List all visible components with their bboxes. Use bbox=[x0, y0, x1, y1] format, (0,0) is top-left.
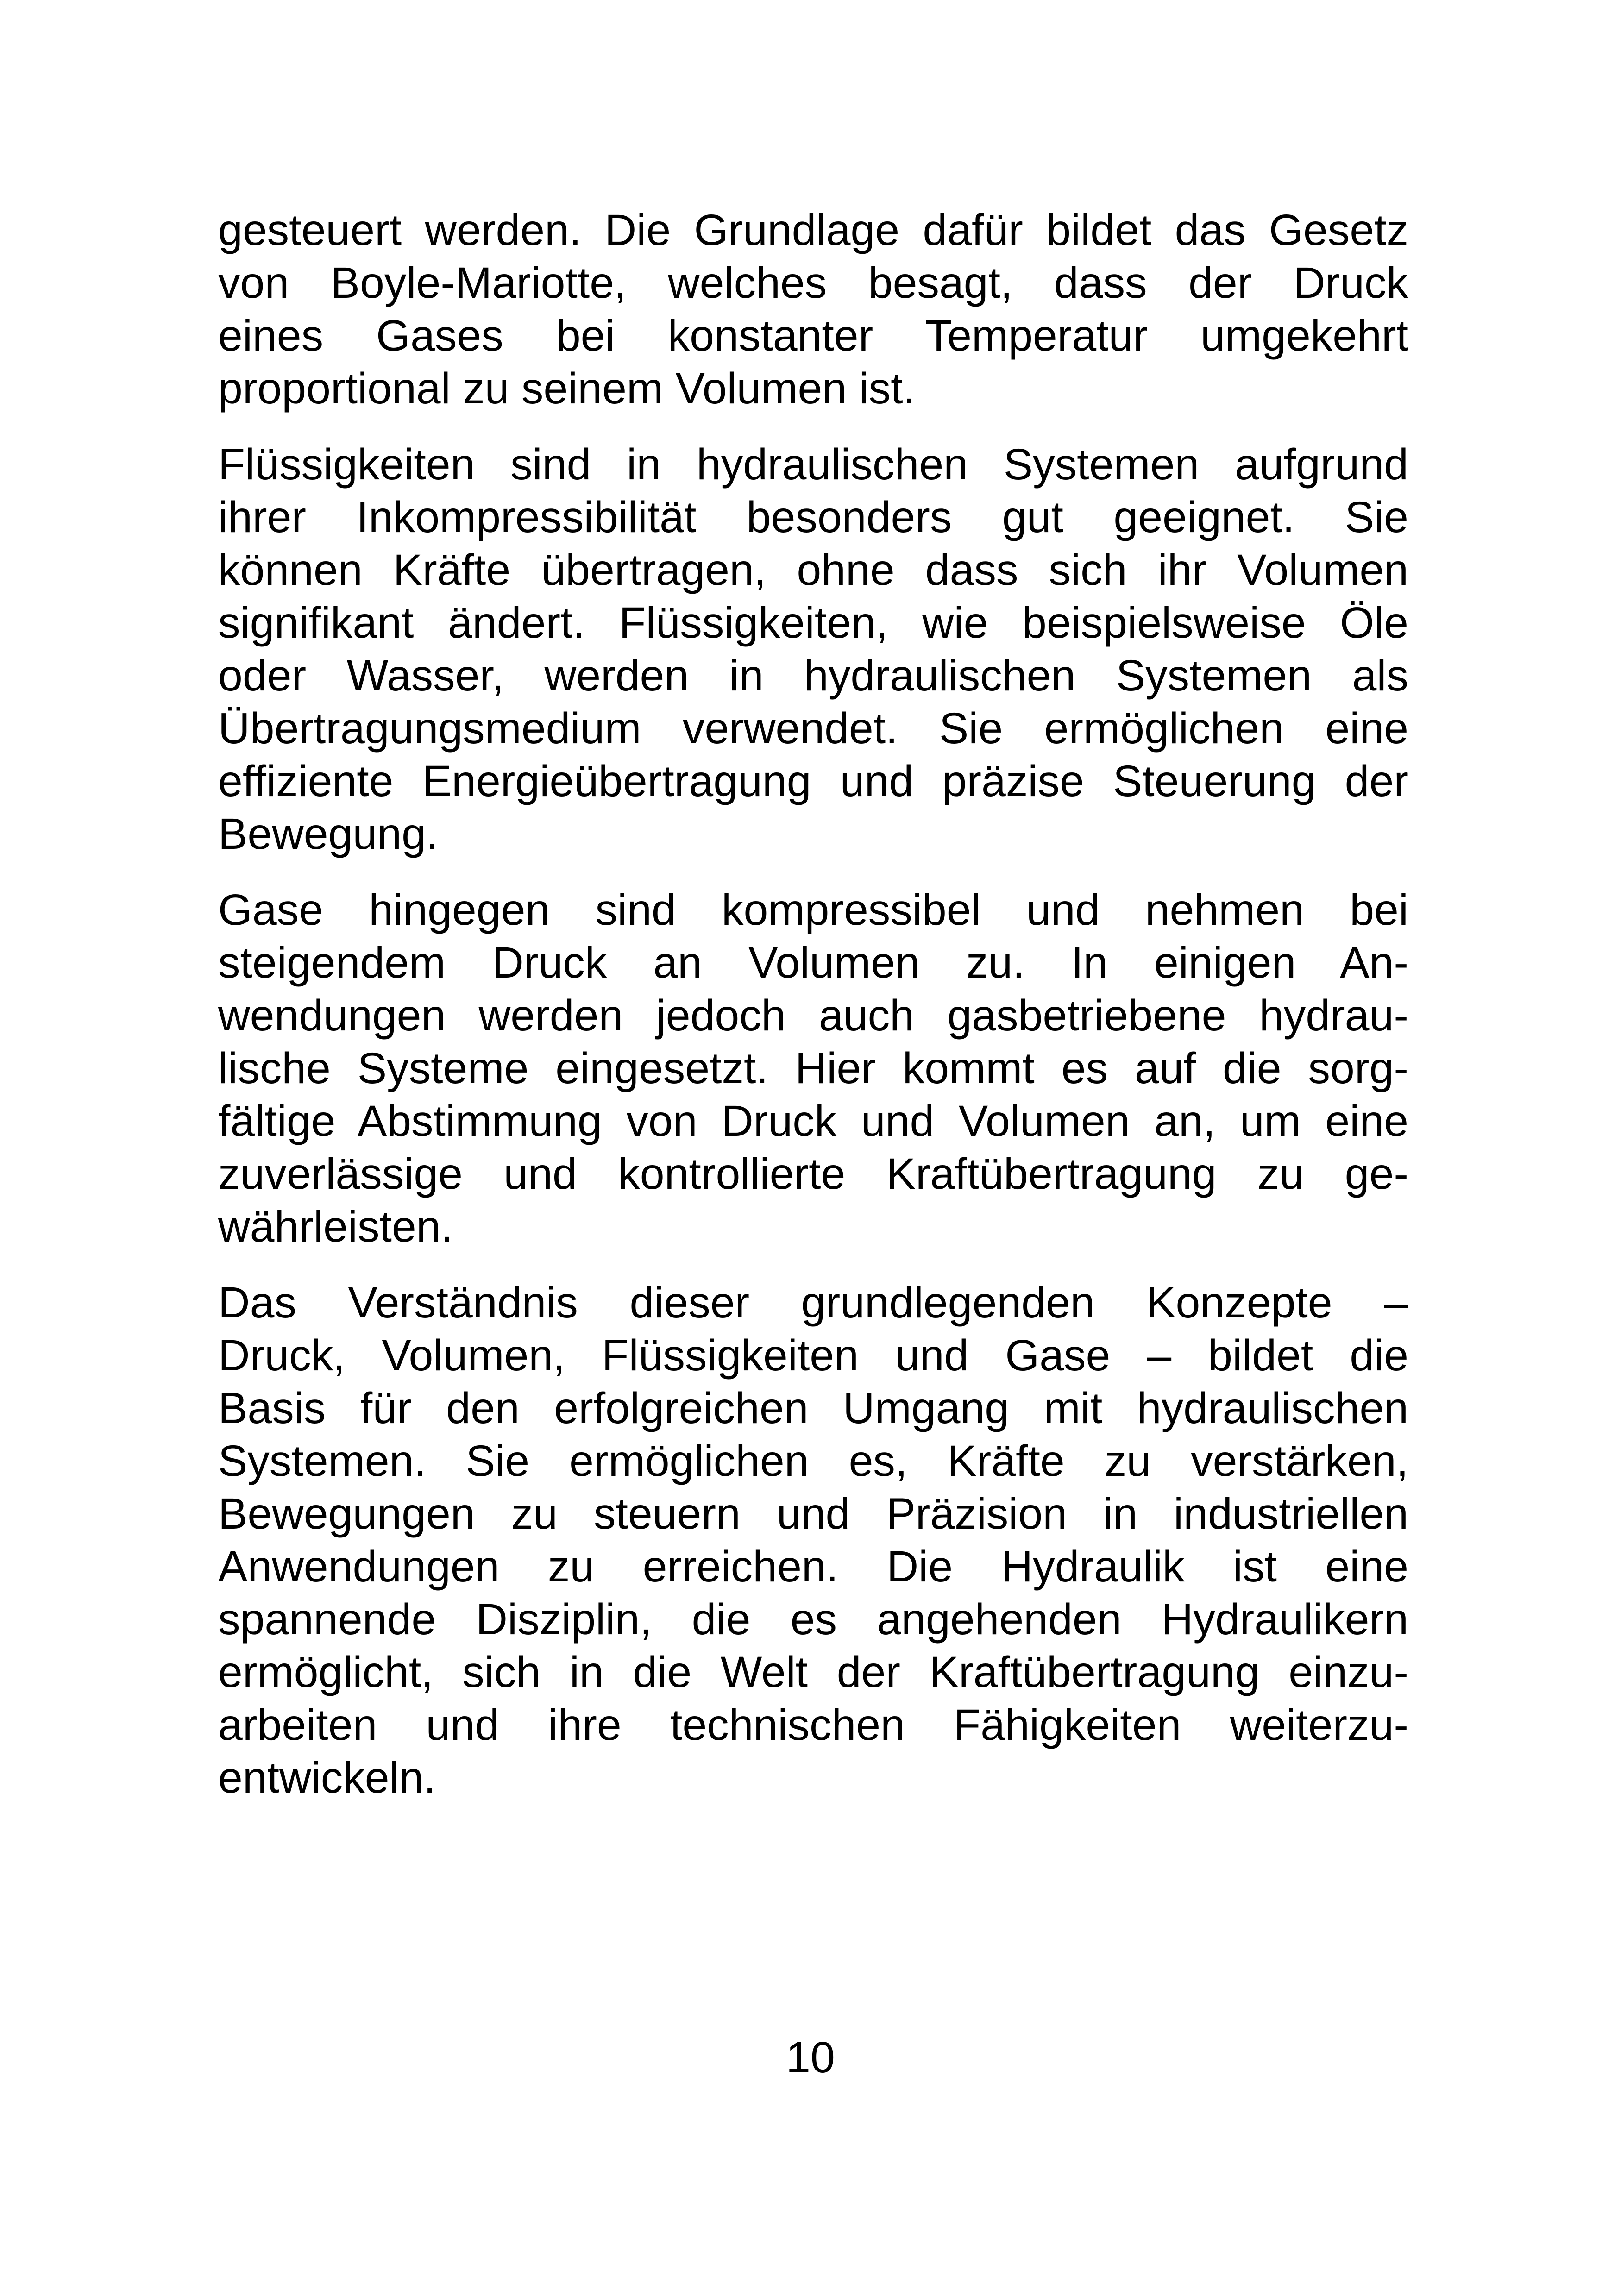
text-line: Flüssigkeiten sind in hydraulischen Systemen aufgrund bbox=[218, 440, 1408, 489]
text-line: steigendem Druck an Volumen zu. In einigen An- bbox=[218, 938, 1408, 987]
text-line: können Kräfte übertragen, ohne dass sich ihr Volumen bbox=[218, 546, 1408, 595]
text-line: gesteuert werden. Die Grundlage dafür bildet das Gesetz bbox=[218, 206, 1408, 255]
text-line: Übertragungsmedium verwendet. Sie ermöglichen eine bbox=[218, 704, 1408, 753]
text-line: ermöglicht, sich in die Welt der Kraftübertragung einzu- bbox=[218, 1648, 1408, 1697]
text-line: effiziente Energieübertragung und präzise Steuerung der bbox=[218, 757, 1408, 806]
text-line: Basis für den erfolgreichen Umgang mit hydraulischen bbox=[218, 1384, 1408, 1433]
text-line: von Boyle-Mariotte, welches besagt, dass der Druck bbox=[218, 258, 1408, 307]
paragraph-gap bbox=[218, 415, 1408, 438]
paragraph-gap bbox=[218, 1253, 1408, 1276]
text-line: arbeiten und ihre technischen Fähigkeiten weiterzu- bbox=[218, 1700, 1408, 1750]
text-line: Gase hingegen sind kompressibel und nehmen bei bbox=[218, 885, 1408, 935]
text-line: ihrer Inkompressibilität besonders gut geeignet. Sie bbox=[218, 493, 1408, 542]
text-line: Druck, Volumen, Flüssigkeiten und Gase – bildet die bbox=[218, 1331, 1408, 1380]
text-line: proportional zu seinem Volumen ist. bbox=[218, 364, 915, 413]
text-line: spannende Disziplin, die es angehenden Hydraulikern bbox=[218, 1595, 1408, 1644]
paragraph-2 bbox=[218, 438, 1408, 860]
text-line: lische Systeme eingesetzt. Hier kommt es auf die sorg- bbox=[218, 1044, 1408, 1093]
page-number: 10 bbox=[786, 2033, 835, 2082]
text-line: Das Verständnis dieser grundlegenden Konzepte – bbox=[218, 1278, 1408, 1327]
text-line: Bewegung. bbox=[218, 809, 439, 859]
text-line: eines Gases bei konstanter Temperatur umgekehrt bbox=[218, 311, 1408, 360]
paragraph-4 bbox=[218, 1276, 1408, 1804]
paragraph-gap bbox=[218, 860, 1408, 884]
text-line: oder Wasser, werden in hydraulischen Systemen als bbox=[218, 651, 1408, 700]
text-line: Anwendungen zu erreichen. Die Hydraulik ist eine bbox=[218, 1542, 1408, 1591]
text-line: entwickeln. bbox=[218, 1753, 436, 1802]
text-line: Bewegungen zu steuern und Präzision in industriellen bbox=[218, 1489, 1408, 1538]
text-line: wendungen werden jedoch auch gasbetriebene hydrau- bbox=[218, 991, 1408, 1040]
text-line: fältige Abstimmung von Druck und Volumen an, um eine bbox=[218, 1097, 1408, 1146]
paragraph-1 bbox=[218, 204, 1408, 415]
text-line: zuverlässige und kontrollierte Kraftübertragung zu ge- bbox=[218, 1149, 1408, 1198]
text-line: Systemen. Sie ermöglichen es, Kräfte zu verstärken, bbox=[218, 1437, 1408, 1486]
body-text bbox=[218, 204, 1408, 1804]
paragraph-3 bbox=[218, 884, 1408, 1253]
text-line: signifikant ändert. Flüssigkeiten, wie beispielsweise Öle bbox=[218, 598, 1408, 647]
text-line: währleisten. bbox=[218, 1202, 453, 1251]
